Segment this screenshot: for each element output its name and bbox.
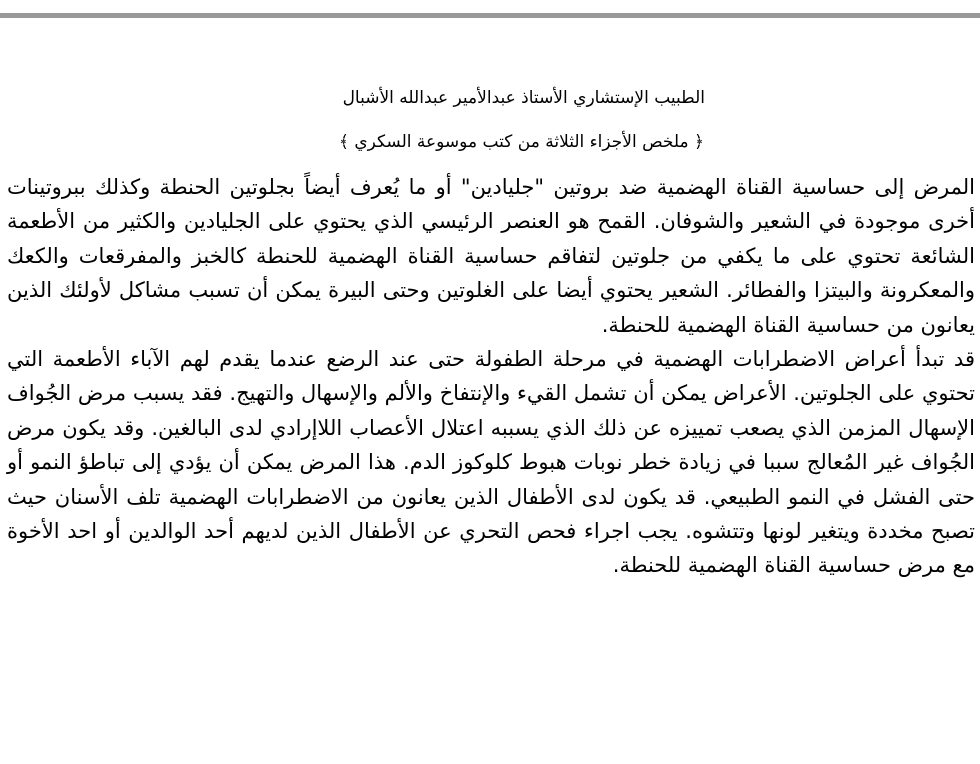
document-body <box>7 170 975 583</box>
body-paragraph: المرض إلى حساسية القناة الهضمية ضد بروتين "جليادين" أو ما يُعرف أيضاً بجلوتين الحنطة وكذلك ببروتينات أخرى موجودة في الشعير والشوفان. القمح هو العنصر الرئيسي الذي يحتوي على الجليادين والكثير من الأطعمة الشائعة تحتوي على ما يكفي من جلوتين لتفاقم حساسية القناة الهضمية للحنطة كالخبز والمفرقعات والكعك والمعكرونة والبيتزا والفطائر. الشعير يحتوي أيضا على الغلوتين وحتى البيرة يمكن أن تسبب مشاكل لأولئك الذين يعانون من حساسية القناة الهضمية للحنطة. <box>7 175 975 337</box>
body-paragraph: قد تبدأ أعراض الاضطرابات الهضمية في مرحلة الطفولة حتى عند الرضع عندما يقدم لهم الآباء الأطعمة التي تحتوي على الجلوتين. الأعراض يمكن أن تشمل القيء والإنتفاخ والألم والإسهال والتهيج. فقد يسبب مرض الجُواف الإسهال المزمن الذي يصعب تمييزه عن ذلك الذي يسببه اعتلال الأعصاب اللاإرادي لدى البالغين. وقد يكون مرض الجُواف غير المُعالج سببا في زيادة خطر نوبات هبوط كلوكوز الدم. هذا المرض يمكن أن يؤدي إلى تباطؤ النمو أو حتى الفشل في النمو الطبيعي. قد يكون لدى الأطفال الذين يعانون من الاضطرابات الهضمية تلف الأسنان حيث تصبح مخددة ويتغير لونها وتتشوه. يجب اجراء فحص التحري عن الأطفال الذين لديهم أحد الوالدين أو احد الأخوة مع مرض حساسية القناة الهضمية للحنطة. <box>7 347 975 578</box>
document-subtitle: ﴿ ملخص الأجزاء الثلاثة من كتب موسوعة السكري ﴾ <box>338 132 704 152</box>
author-line: الطبيب الإستشاري الأستاذ عبدالأمير عبدالله الأشبال <box>342 88 705 108</box>
